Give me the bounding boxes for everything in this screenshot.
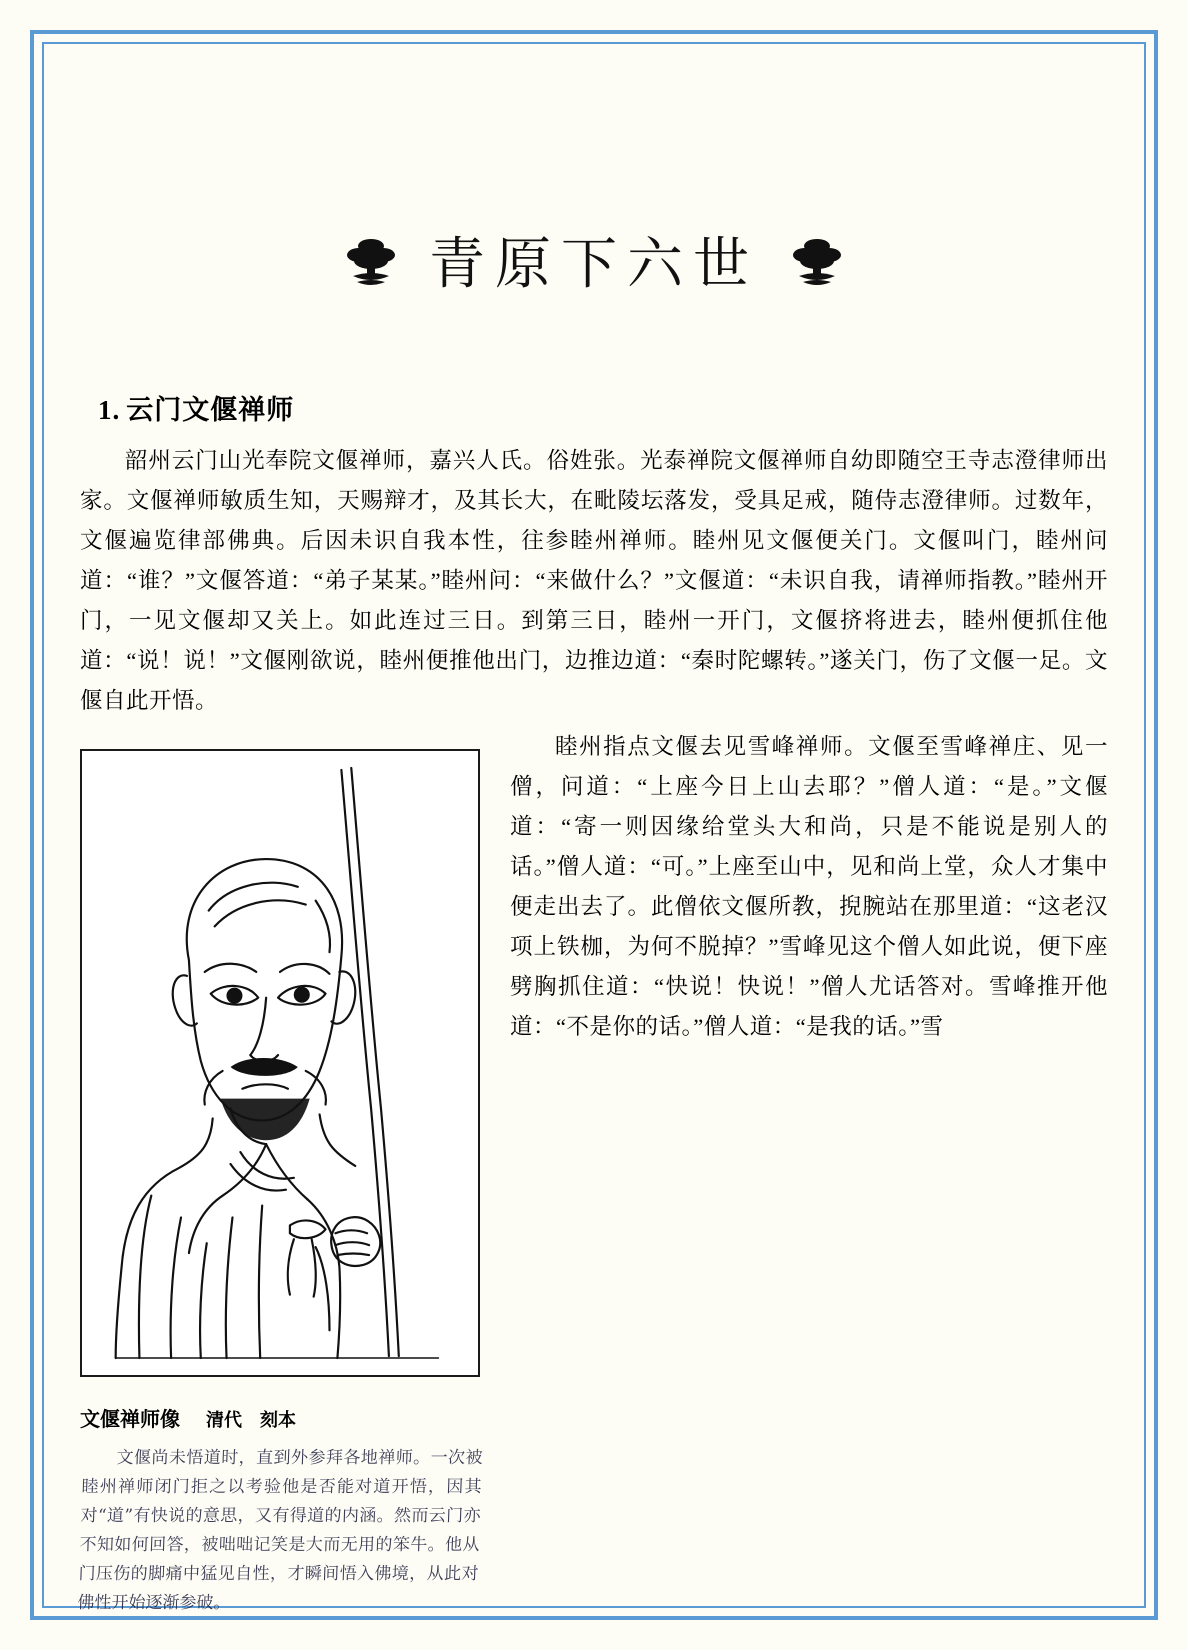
section-heading	[98, 388, 1108, 427]
figure-and-text-region	[77, 727, 1108, 1618]
body-paragraph-block	[80, 441, 1108, 721]
cloud-ornament-icon	[341, 230, 401, 290]
caption-title: 文偃禅师像	[80, 1407, 180, 1431]
figure-caption	[80, 1403, 480, 1432]
paragraph: 韶州云门山光奉院文偃禅师，嘉兴人氏。俗姓张。光泰禅院文偃禅师自幼即随空王寺志澄律师出家。文偃禅师敏质生知，天赐辩才，及其长大，在毗陵坛落发，受具足戒，随侍志澄律师。过数年，文偃遍览律部佛典。后因未识自我本性，往参睦州禅师。睦州见文偃便关门。文偃叫门，睦州问道：“谁？”文偃答道：“弟子某某。”睦州问：“来做什么？”文偃道：“未识自我，请禅师指教。”睦州开门，一见文偃却又关上。如此连过三日。到第三日，睦州一开门，文偃挤将进去，睦州便抓住他道：“说！说！”文偃刚欲说，睦州便推他出门，边推边道：“秦时陀螺转。”遂关门，伤了文偃一足。文偃自此开悟。	[80, 448, 1108, 713]
section-title: 云门文偃禅师	[126, 395, 295, 426]
caption-period: 清代	[206, 1410, 242, 1431]
cloud-ornament-icon	[787, 230, 847, 290]
paragraph: 睦州指点文偃去见雪峰禅师。文偃至雪峰禅庄、见一僧，问道：“上座今日上山去耶？”僧人道：“是。”文偃道：“寄一则因缘给堂头大和尚，只是不能说是别人的话。”僧人道：“可。”上座至山中，见和尚上堂，众人才集中便走出去了。此僧依文偃所教，掜腕站在那里道：“这老汉项上铁枷，为何不脱掉？”雪峰见这个僧人如此说，便下座劈胸抓住道：“快说！快说！”僧人尤话答对。雪峰推开他道：“不是你的话。”僧人道：“是我的话。”雪	[510, 734, 1108, 1039]
page-content	[77, 70, 1108, 1613]
page-title-row	[80, 220, 1108, 300]
section-number: 1.	[98, 395, 121, 425]
handwritten-annotation: 文偃尚未悟道时，直到外参拜各地禅师。一次被睦州禅师闭门拒之以考验他是否能对道开悟，因其对“道”有快说的意思，又有得道的内涵。然而云门亦不知如何回答，被咄咄记笑是大而无用的笨牛。他从门压伤的脚痛中猛见自性，才瞬间悟入佛境，从此对佛性开始逐渐参破。	[77, 1448, 483, 1613]
figure	[77, 749, 483, 1618]
page-title: 青原下六世	[429, 232, 759, 297]
portrait-illustration	[80, 749, 480, 1377]
caption-type: 刻本	[260, 1410, 296, 1431]
